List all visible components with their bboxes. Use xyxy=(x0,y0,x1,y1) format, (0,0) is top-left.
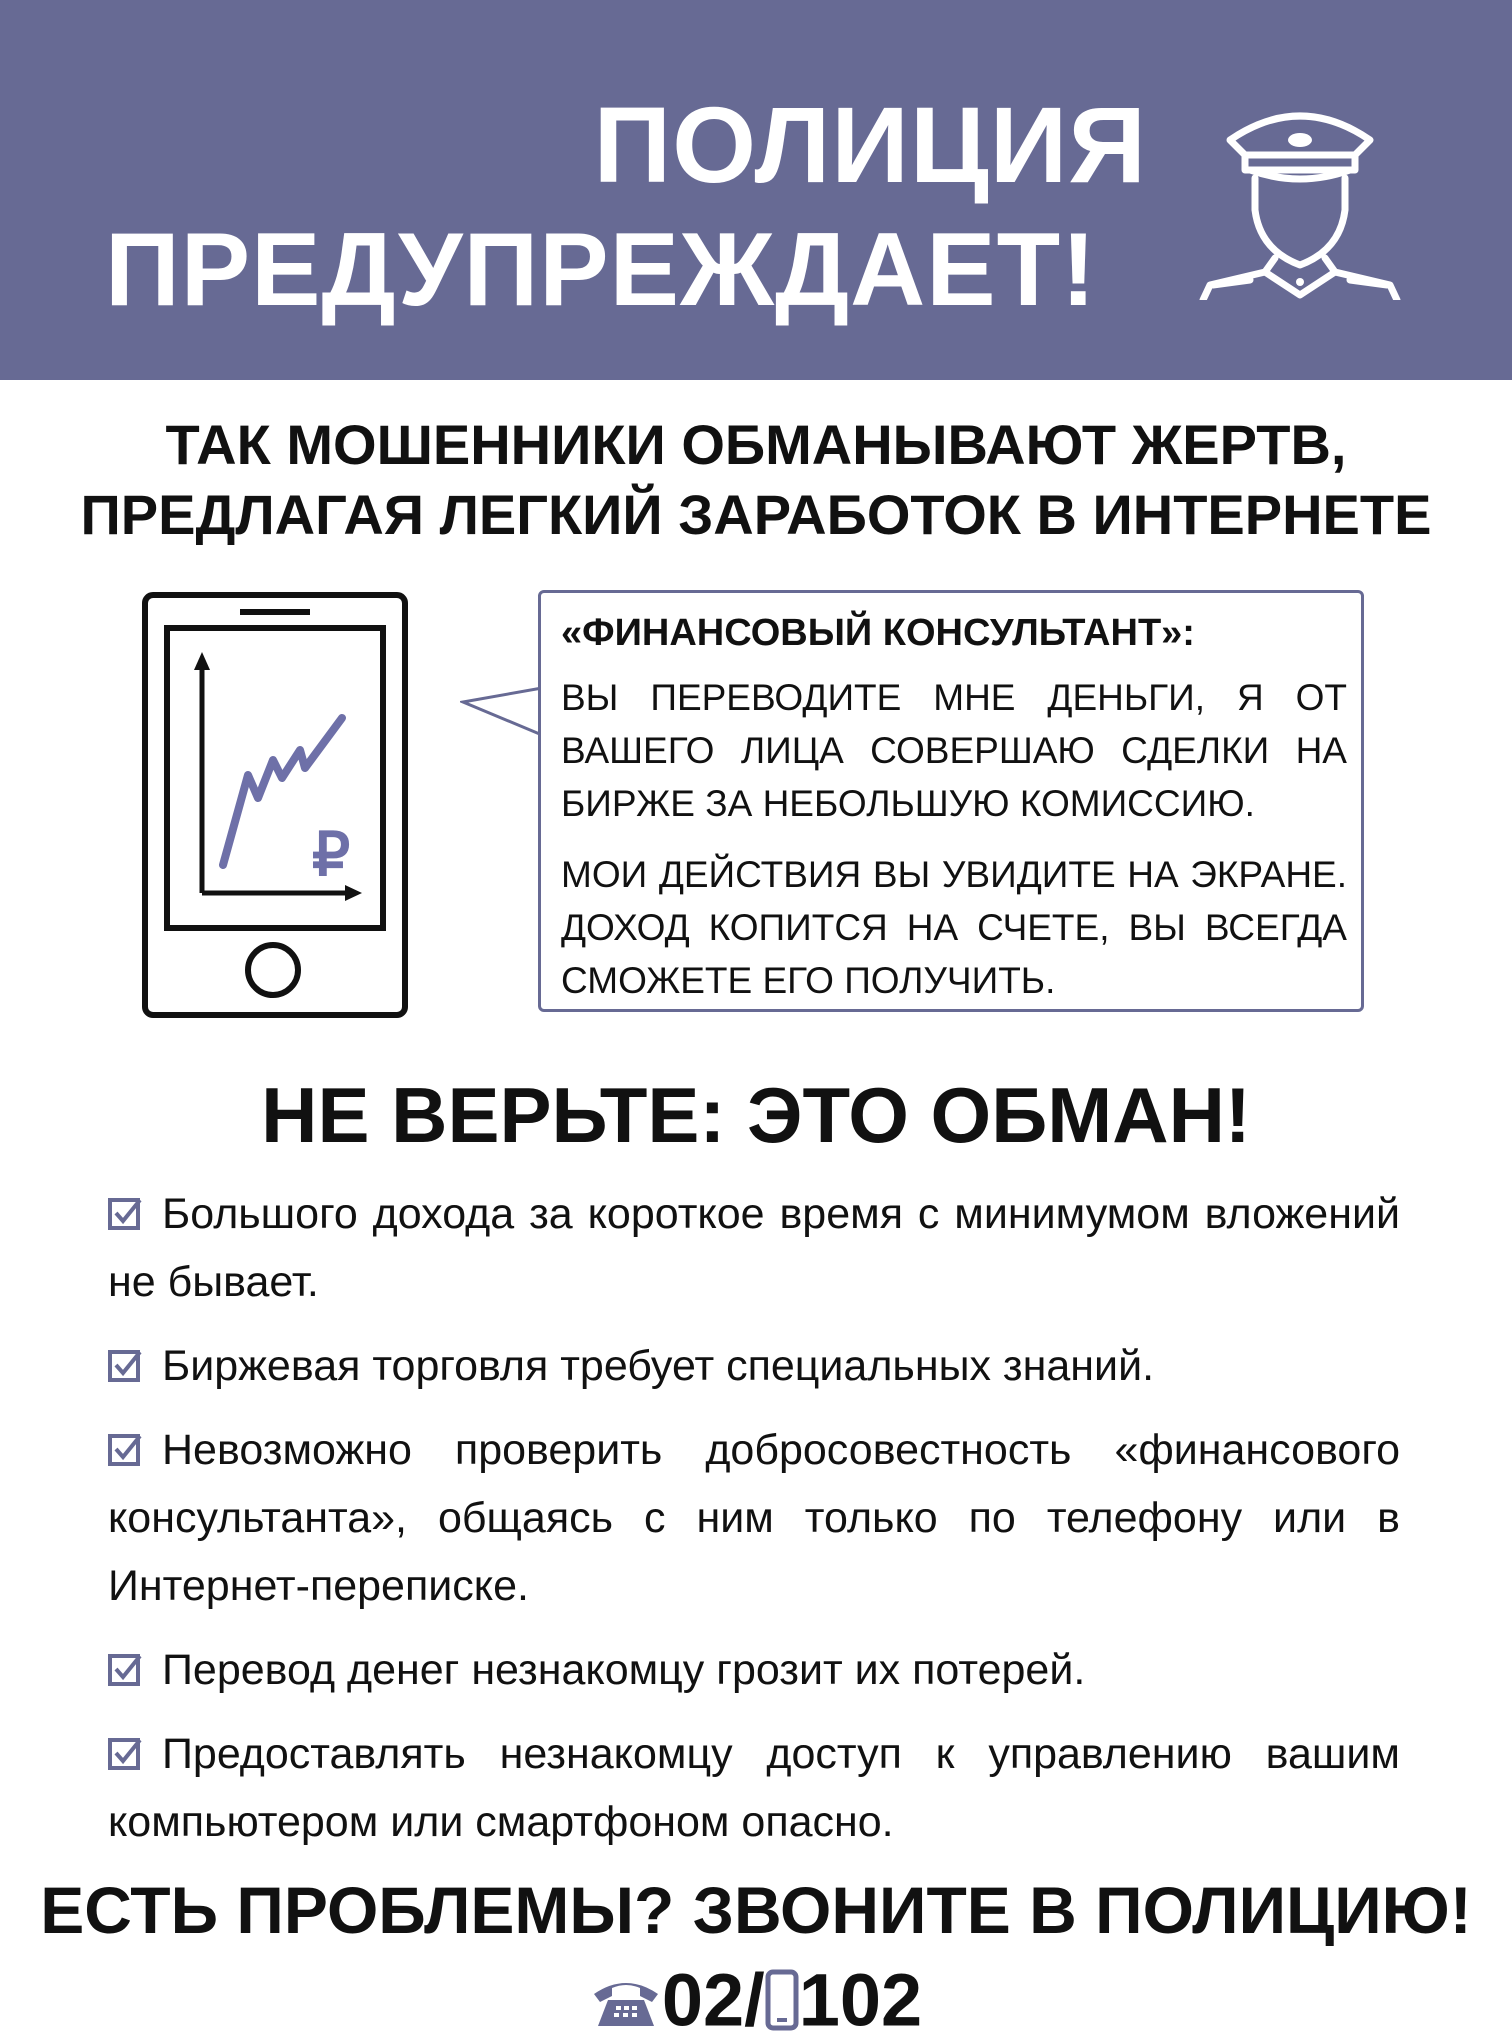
checkbox-checked-icon xyxy=(108,1432,142,1466)
list-item xyxy=(108,1180,1400,1316)
speech-bubble xyxy=(538,590,1364,1012)
speaker-label: «ФИНАНСОВЫЙ КОНСУЛЬТАНТ»: xyxy=(561,612,1195,654)
speech-bubble-tail xyxy=(460,680,545,750)
header-title-line1: ПОЛИЦИЯ xyxy=(593,84,1147,205)
subtitle-line2: ПРЕДЛАГАЯ ЛЕГКИЙ ЗАРАБОТОК В ИНТЕРНЕТЕ xyxy=(80,483,1432,546)
list-item-text: Перевод денег незнакомцу грозит их потерей. xyxy=(162,1646,1086,1694)
phone-numbers xyxy=(0,1955,1512,2041)
header-banner xyxy=(0,0,1512,380)
landline-number: 02/ xyxy=(661,1958,765,2041)
police-officer-icon xyxy=(1195,100,1405,300)
warning-heading: НЕ ВЕРЬТЕ: ЭТО ОБМАН! xyxy=(261,1071,1251,1159)
list-item xyxy=(108,1416,1400,1620)
mobile-number: 102 xyxy=(798,1958,923,2041)
call-to-action: ЕСТЬ ПРОБЛЕМЫ? ЗВОНИТЕ В ПОЛИЦИЮ! xyxy=(40,1873,1472,1947)
list-item xyxy=(108,1636,1400,1704)
list-item xyxy=(108,1332,1400,1400)
mobile-phone-icon xyxy=(765,1969,799,2031)
checkbox-checked-icon xyxy=(108,1348,142,1382)
ruble-sign: ₽ xyxy=(312,821,351,888)
subtitle-line1: ТАК МОШЕННИКИ ОБМАНЫВАЮТ ЖЕРТВ, xyxy=(165,413,1347,476)
bubble-paragraph-2: МОИ ДЕЙСТВИЯ ВЫ УВИДИТЕ НА ЭКРАНЕ. ДОХОД КОПИТСЯ НА СЧЕТЕ, ВЫ ВСЕГДА СМОЖЕТЕ ЕГО ПОЛУЧИТЬ. xyxy=(561,854,1347,1001)
warning-list xyxy=(108,1180,1400,1872)
list-item-text: Предоставлять незнакомцу доступ к управлению вашим компьютером или смартфоном опасно. xyxy=(108,1730,1400,1846)
telephone-icon xyxy=(590,1970,662,2030)
checkbox-checked-icon xyxy=(108,1196,142,1230)
list-item-text: Большого дохода за короткое время с минимумом вложений не бывает. xyxy=(108,1190,1400,1306)
list-item-text: Невозможно проверить добросовестность «финансового консультанта», общаясь с ним только по телефону или в Интернет-переписке. xyxy=(108,1426,1400,1610)
subtitle xyxy=(60,410,1452,550)
list-item-text: Биржевая торговля требует специальных знаний. xyxy=(162,1342,1155,1390)
bubble-paragraph-1: ВЫ ПЕРЕВОДИТЕ МНЕ ДЕНЬГИ, Я ОТ ВАШЕГО ЛИЦА СОВЕРШАЮ СДЕЛКИ НА БИРЖЕ ЗА НЕБОЛЬШУЮ КОМИССИЮ. xyxy=(561,677,1347,824)
smartphone-chart-icon xyxy=(140,590,410,1020)
header-title-line2: ПРЕДУПРЕЖДАЕТ! xyxy=(105,212,1097,328)
checkbox-checked-icon xyxy=(108,1736,142,1770)
list-item xyxy=(108,1720,1400,1856)
checkbox-checked-icon xyxy=(108,1652,142,1686)
